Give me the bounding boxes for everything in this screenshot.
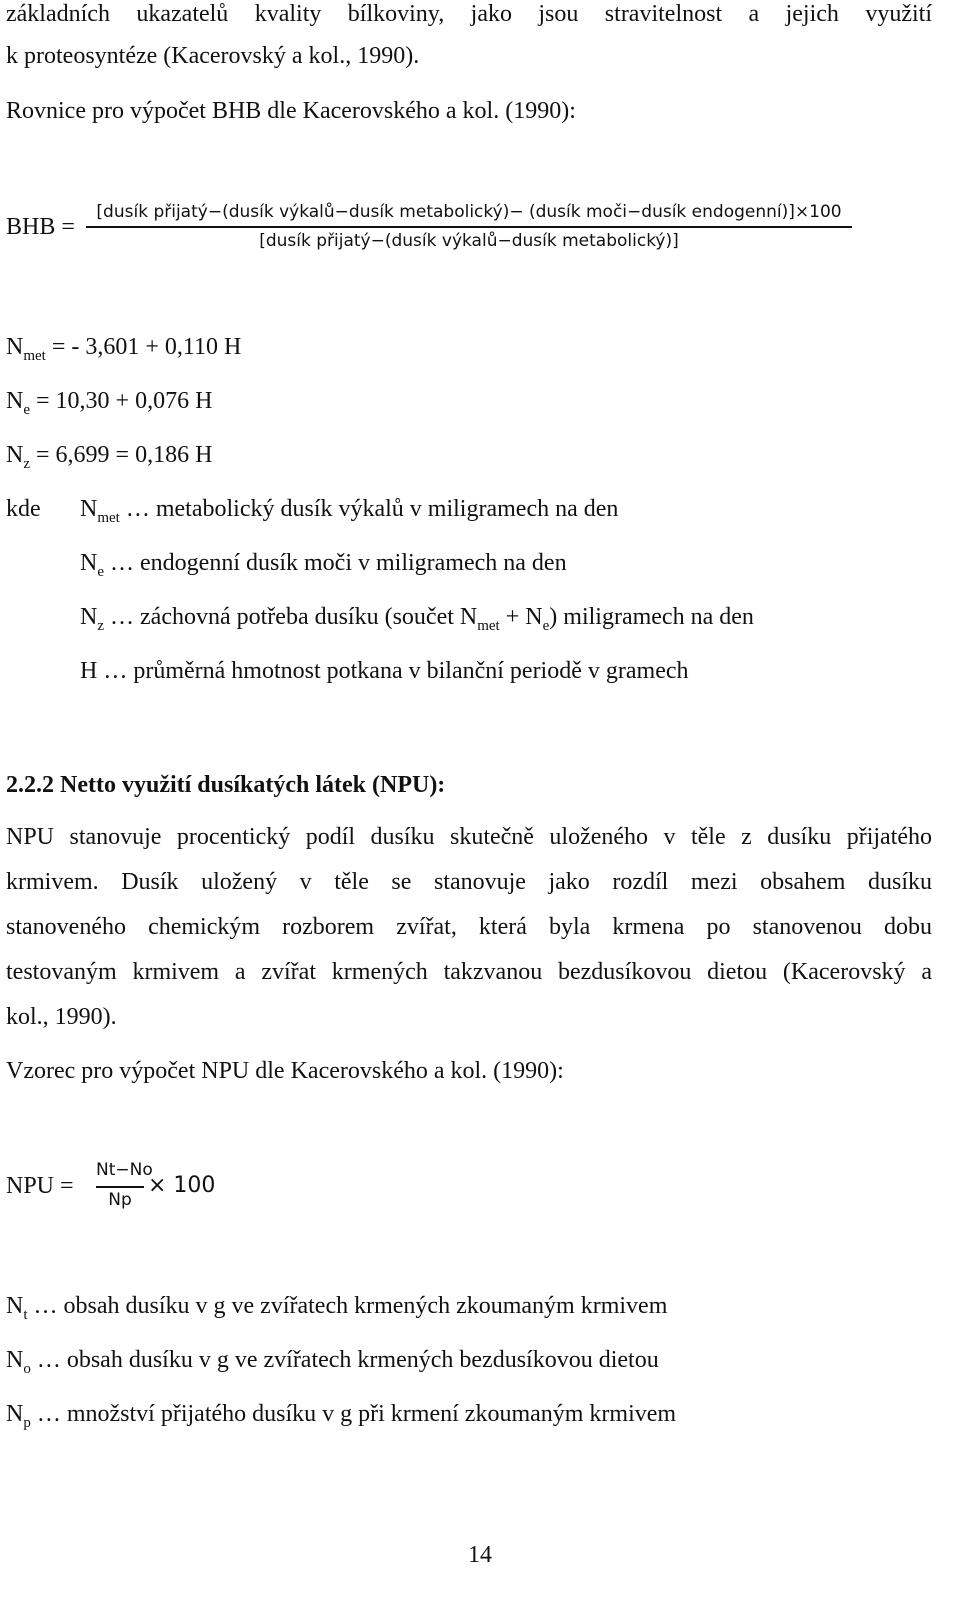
paragraph-line: NPU stanovuje procentický podíl dusíku skutečně uloženého v těle z dusíku přijatého [6,824,932,850]
bhb-numerator: [dusík přijatý−(dusík výkalů−dusík metabolický)− (dusík moči−dusík endogenní)]×100 [96,202,842,222]
npu-denominator: Np [108,1190,132,1210]
definition-text: + N [499,604,543,630]
equation-nz [6,441,212,472]
definition-subscript: z [97,618,105,634]
bhb-intro: Rovnice pro výpočet BHB dle Kacerovského a kol. (1990): [6,98,576,124]
intro-line-1: základních ukazatelů kvality bílkoviny, jako jsou stravitelnost a jejich využití [6,1,932,27]
definition-subscript: t [23,1307,28,1323]
definition-subscript: o [23,1361,31,1377]
equation-expression: = - 3,601 + 0,110 H [45,334,242,360]
kde-label: kde [6,496,41,522]
definition-nmet [80,495,618,526]
definition-np [6,1400,676,1431]
bhb-fraction-bar [86,226,852,228]
npu-times-100: × 100 [148,1173,216,1198]
equation-symbol: N [6,334,24,360]
paragraph-line: kol., 1990). [6,1004,117,1030]
definition-subscript: met [477,618,500,634]
section-heading: 2.2.2 Netto využití dusíkatých látek (NPU): [6,772,446,798]
definition-symbol: N [6,1347,24,1373]
npu-numerator: Nt−No [96,1160,153,1180]
npu-fraction-bar [96,1186,144,1188]
definition-text: ) miligramech na den [549,604,754,630]
definition-text: … záchovná potřeba dusíku (součet N [104,604,478,630]
definition-text: … endogenní dusík moči v miligramech na den [104,550,567,576]
paragraph-line: stanoveného chemickým rozborem zvířat, která byla krmena po stanovenou dobu [6,914,932,940]
definition-text: … obsah dusíku v g ve zvířatech krmených zkoumaným krmivem [27,1293,668,1319]
npu-lhs: NPU = [6,1173,74,1199]
equation-subscript: e [23,402,31,418]
definition-subscript: met [97,510,120,526]
paragraph-line: krmivem. Dusík uložený v těle se stanovuje jako rozdíl mezi obsahem dusíku [6,869,932,895]
equation-subscript: met [23,348,46,364]
definition-text: … obsah dusíku v g ve zvířatech krmených bezdusíkovou dietou [30,1347,659,1373]
definition-nz [80,603,754,634]
definition-symbol: N [6,1401,24,1427]
bhb-lhs: BHB = [6,214,75,240]
equation-expression: = 10,30 + 0,076 H [30,388,213,414]
definition-subscript: e [97,564,105,580]
definition-text: … množství přijatého dusíku v g při krmení zkoumaným krmivem [30,1401,677,1427]
paragraph-line: testovaným krmivem a zvířat krmených takzvanou bezdusíkovou dietou (Kacerovský a [6,959,932,985]
npu-intro: Vzorec pro výpočet NPU dle Kacerovského a kol. (1990): [6,1058,564,1084]
intro-line-2: k proteosyntéze (Kacerovský a kol., 1990). [6,43,420,69]
definition-ne [80,549,567,580]
definition-text: … metabolický dusík výkalů v miligramech na den [119,496,619,522]
page-number: 14 [468,1542,492,1568]
definition-subscript: p [23,1415,31,1431]
definition-subscript: e [542,618,550,634]
equation-ne [6,387,212,418]
bhb-denominator: [dusík přijatý−(dusík výkalů−dusík metabolický)] [259,231,679,251]
definition-no [6,1346,659,1377]
definition-symbol: N [6,1293,24,1319]
definition-symbol: N [80,550,98,576]
definition-nt [6,1292,667,1323]
equation-symbol: N [6,388,24,414]
equation-expression: = 6,699 = 0,186 H [30,442,213,468]
equation-subscript: z [23,456,31,472]
equation-nmet [6,333,241,364]
definition-symbol: N [80,496,98,522]
definition-h: H … průměrná hmotnost potkana v bilanční periodě v gramech [80,658,689,684]
equation-symbol: N [6,442,24,468]
definition-symbol: N [80,604,98,630]
